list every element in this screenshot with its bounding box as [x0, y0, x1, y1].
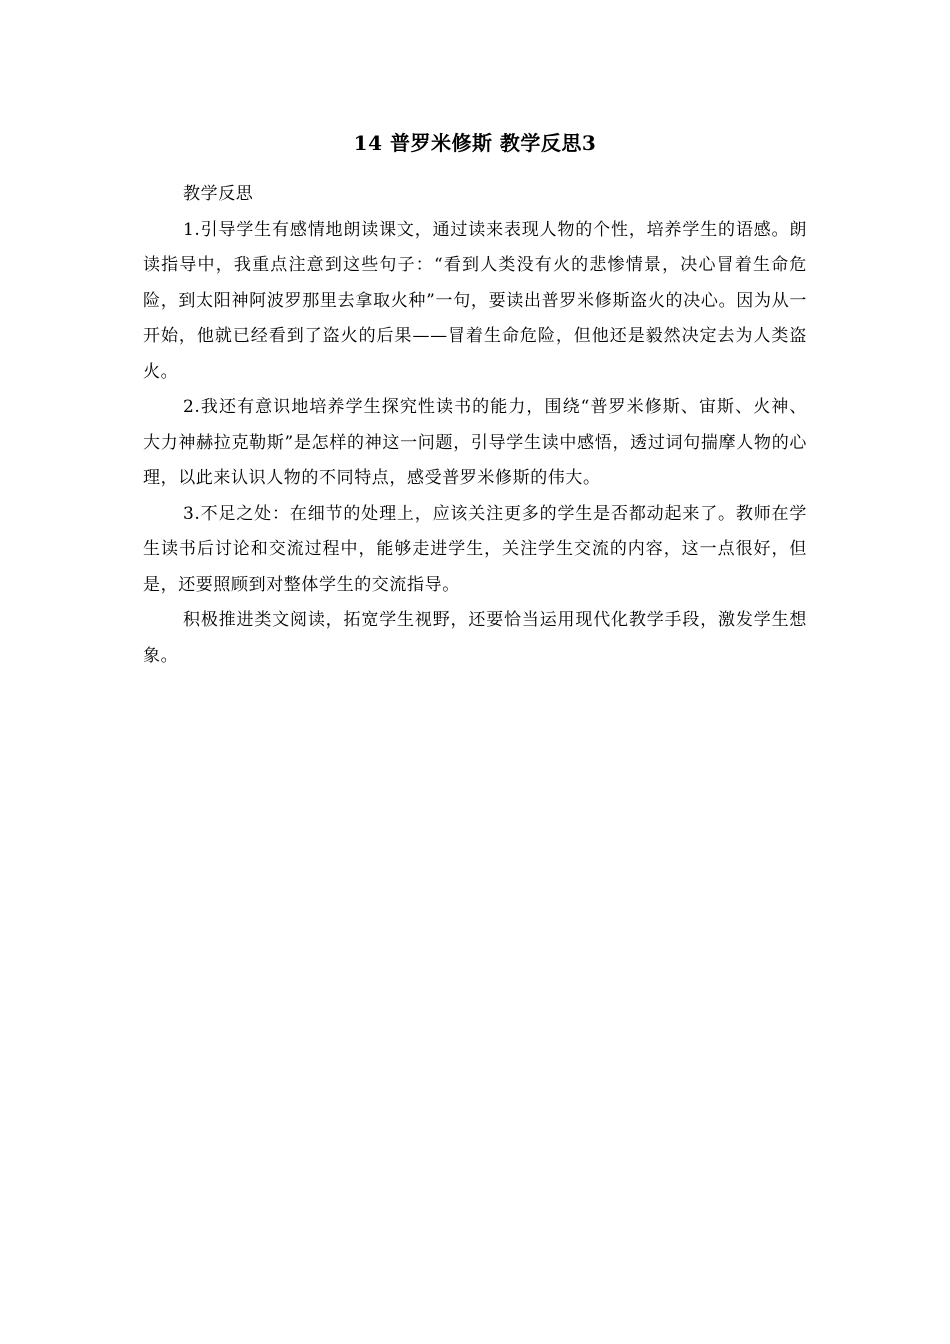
paragraph-2: 2.我还有意识地培养学生探究性读书的能力，围绕“普罗米修斯、宙斯、火神、大力神赫拉克勒斯”是怎样的神这一问题，引导学生读中感悟，透过词句揣摩人物的心理，以此来认识人物的不同特点，感受普罗米修斯的伟大。 — [143, 397, 807, 488]
document-body — [143, 177, 807, 674]
document-title: 14 普罗米修斯 教学反思3 — [353, 131, 597, 155]
paragraph-4: 积极推进类文阅读，拓宽学生视野，还要恰当运用现代化教学手段，激发学生想象。 — [143, 610, 807, 666]
paragraph-1: 1.引导学生有感情地朗读课文，通过读来表现人物的个性，培养学生的语感。朗读指导中，我重点注意到这些句子：“看到人类没有火的悲惨情景，决心冒着生命危险，到太阳神阿波罗那里去拿取火种”一句，要读出普罗米修斯盗火的决心。因为从一开始，他就已经看到了盗火的后果——冒着生命危险，但他还是毅然决定去为人类盗火。 — [143, 219, 807, 382]
paragraph-3: 3.不足之处：在细节的处理上，应该关注更多的学生是否都动起来了。教师在学生读书后讨论和交流过程中，能够走进学生，关注学生交流的内容，这一点很好，但是，还要照顾到对整体学生的交流指导。 — [143, 503, 807, 595]
section-heading: 教学反思 — [183, 184, 254, 204]
